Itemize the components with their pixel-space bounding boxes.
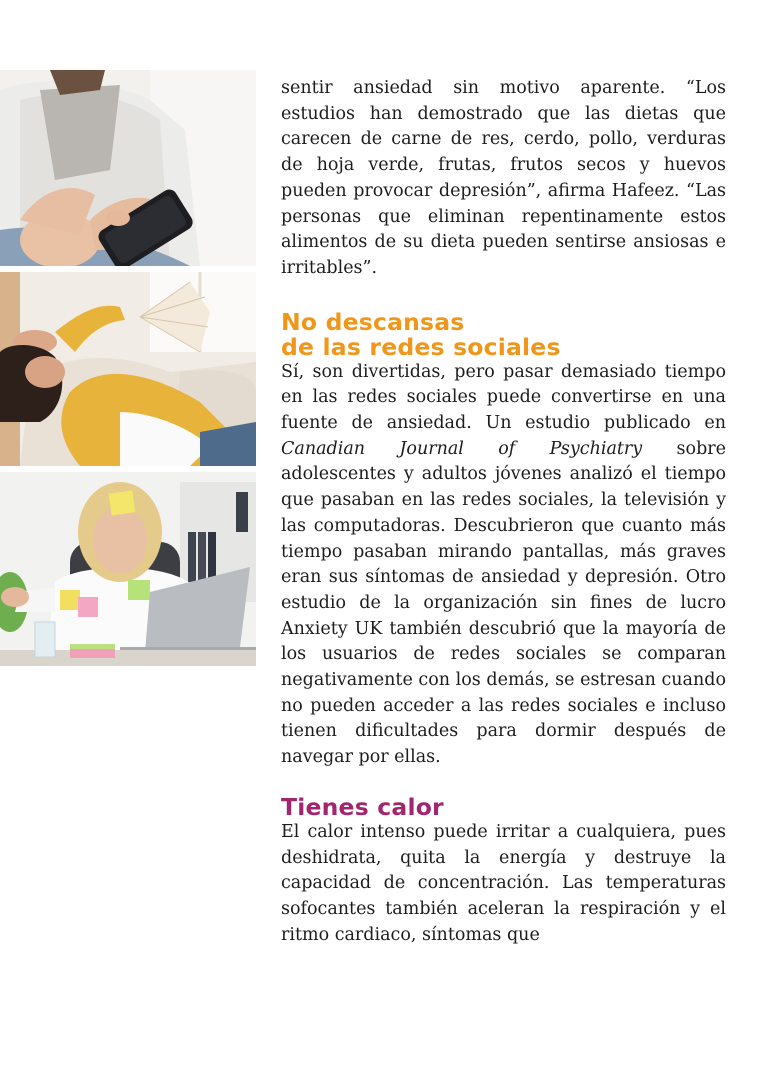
paragraph-text-end: sobre adolescentes y adultos jóvenes analizó el tiempo que pasaban en las redes sociales, la televisión y las computadoras. Descubrieron que cuanto más tiempo pasaban mirando pantallas, más graves eran sus síntomas de ansiedad y depresión. Otro estudio de la organización sin fines de lucro Anxiety UK también descubrió que la mayoría de los usuarios de redes sociales se comparan negativamente con los demás, se estresan cuando no pueden acceder a las redes sociales e incluso tienen dificultades para dormir después de navegar por ellas. (281, 438, 726, 768)
woman-using-phone-photo (0, 70, 256, 266)
section-heading-social-media (281, 307, 726, 361)
woman-overheated-with-fan-photo (0, 272, 256, 466)
stressed-woman-with-sticky-notes-photo (0, 472, 256, 666)
article-text-column (281, 76, 726, 949)
heading-line-2: de las redes sociales (281, 332, 561, 361)
paragraph-text-start: Sí, son divertidas, pero pasar demasiado tiempo en las redes sociales puede convertirse en una fuente de ansiedad. Un estudio publicado en (281, 361, 726, 434)
social-media-paragraph (281, 360, 726, 771)
intro-paragraph: sentir ansiedad sin motivo aparente. “Los estudios han demostrado que las dietas que carecen de carne de res, cerdo, pollo, verduras de hoja verde, frutas, frutos secos y huevos pueden provocar depresión”, afirma Hafeez. “Las personas que eliminan repentinamente estos alimentos de su dieta pueden sentirse ansiosas e irritables”. (281, 78, 726, 278)
section-heading-heat: Tienes calor (281, 792, 444, 821)
journal-name: Canadian Journal of Psychiatry (281, 438, 643, 459)
heat-paragraph: El calor intenso puede irritar a cualquiera, pues deshidrata, quita la energía y destruye la capacidad de concentración. Las temperaturas sofocantes también aceleran la respiración y el ritmo cardiaco, síntomas que (281, 821, 726, 945)
heading-line-1: No descansas (281, 307, 465, 336)
